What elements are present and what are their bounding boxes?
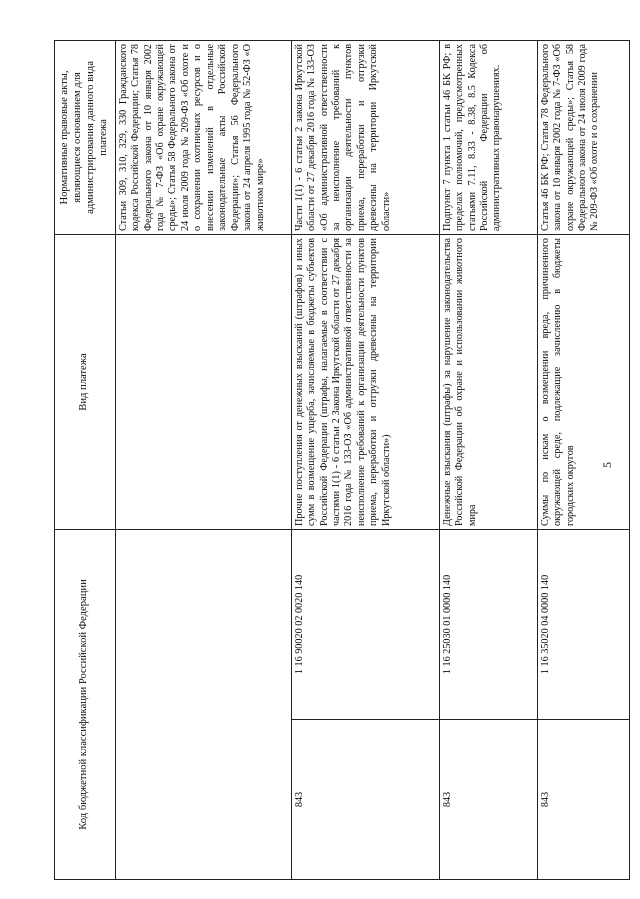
row-2-kbk: 1 16 25030 01 0000 140	[439, 529, 537, 719]
row-2-acts: Подпункт 7 пункта 1 статьи 46 БК РФ; в пределах полномочий, предусмотренных статьями 7.11, 8.33 - 8.38, 8.5 Кодекса Российской Федерации об административных правонарушениях.	[439, 40, 537, 234]
row-1-admin: 843	[291, 720, 439, 880]
table-row	[291, 40, 439, 879]
row-1-payment: Прочие поступления от денежных взысканий (штрафов) и иных сумм в возмещение ущерба, зачисляемые в бюджеты субъектов Российской Федерации (штрафы, налагаемые в соответствии с частями 1(1) - 6 статьи 2 Закона Иркутской области от 27 декабря 2016 года № 133-ОЗ «Об административной ответственности за неисполнение требований к организации деятельности пунктов приема, переработки и отгрузки древесины на территории Иркутской области»)	[291, 234, 439, 529]
row-2-admin: 843	[439, 720, 537, 880]
page-number: 5	[600, 462, 614, 468]
row-0-payment	[115, 234, 291, 529]
row-1-kbk: 1 16 90020 02 0020 140	[291, 529, 439, 719]
row-3-kbk: 1 16 35020 04 0000 140	[537, 529, 629, 719]
table-row	[439, 40, 537, 879]
table-header-row	[55, 40, 116, 879]
row-3-payment: Суммы по искам о возмещении вреда, причиненного окружающей среде, подлежащие зачислению в бюджеты городских округов	[537, 234, 629, 529]
row-1-acts: Части 1(1) - 6 статьи 2 закона Иркутской области от 27 декабря 2016 года № 133-ОЗ «Об административной ответственности за неисполнение требований к организации деятельности пунктов приема, переработки и отгрузки древесины на территории Иркутской области»	[291, 40, 439, 234]
header-kbk: Код бюджетной классификации Российской Федерации	[55, 529, 116, 879]
table-row	[115, 40, 291, 879]
table-row	[537, 40, 629, 879]
budget-table	[54, 40, 630, 880]
header-acts: Нормативные правовые акты, являющиеся основанием для администрирования данного вида платежа	[55, 40, 116, 234]
row-0-acts: Статьи 309, 310, 329, 330 Гражданского кодекса Российской Федерации; Статья 78 Федерального закона от 10 января 2002 года № 7-ФЗ «Об охране окружающей среды»; Статья 58 Федерального закона от 24 июля 2009 года № 209-ФЗ «Об охоте и о сохранении охотничьих ресурсов и о внесении изменений в отдельные законодательные акты Российской Федерации»; Статья 56 Федерального закона от 24 апреля 1995 года № 52-ФЗ «О животном мире»	[115, 40, 291, 234]
row-3-acts: Статья 46 БК РФ; Статья 78 Федерального закона от 10 января 2002 года № 7-ФЗ «Об охране окружающей среды»; Статья 58 Федерального закона от 24 июля 2009 года № 209-ФЗ «Об охоте и о сохранении	[537, 40, 629, 234]
row-2-payment: Денежные взыскания (штрафы) за нарушение законодательства Российской Федерации об охране и использовании животного мира	[439, 234, 537, 529]
row-0-kbk	[115, 529, 291, 879]
row-3-admin: 843	[537, 720, 629, 880]
header-payment: Вид платежа	[55, 234, 116, 529]
